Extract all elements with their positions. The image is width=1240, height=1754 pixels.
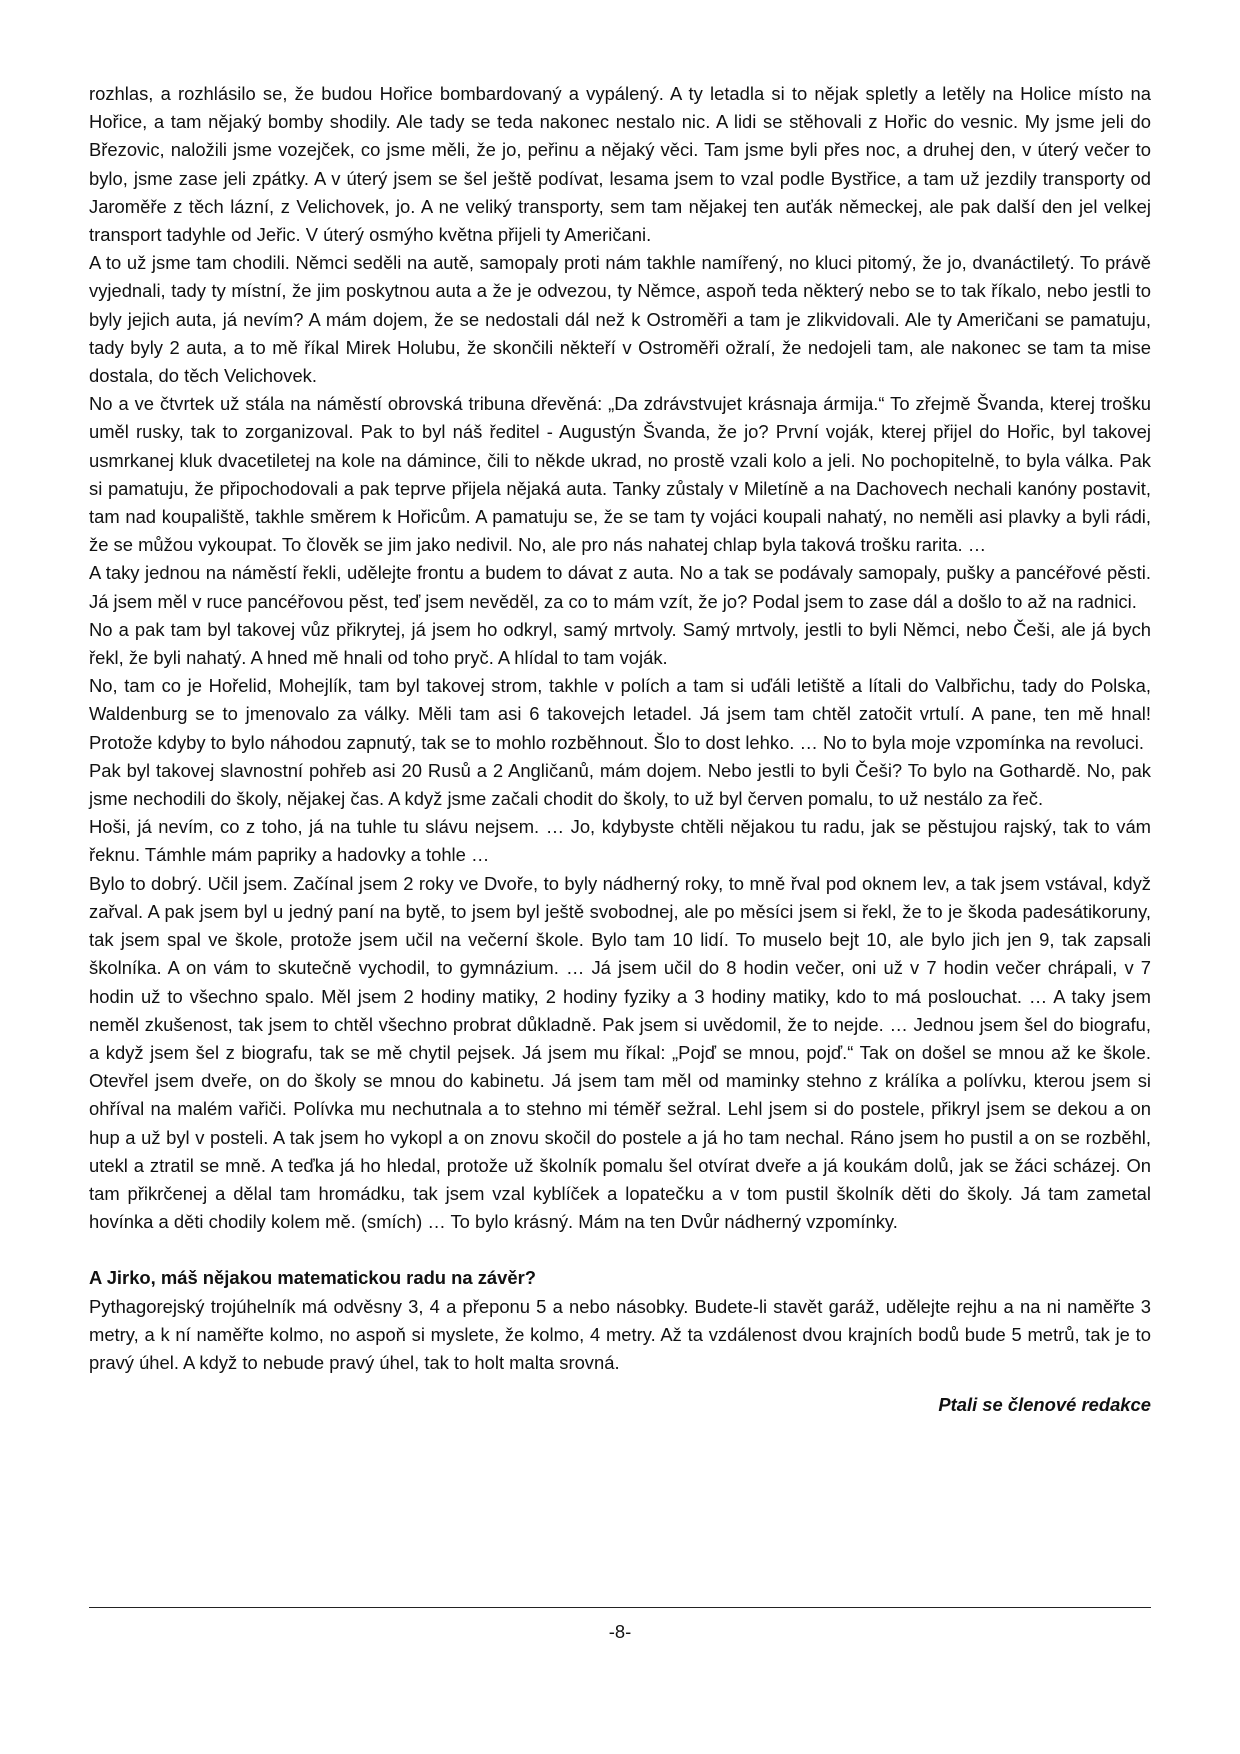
paragraph: Bylo to dobrý. Učil jsem. Začínal jsem 2 roky ve Dvoře, to byly nádherný roky, to mně řval pod oknem lev, a tak jsem vstával, když zařval. A pak jsem byl u jedný paní na bytě, to jsem byl ještě svobodnej, ale po měsíci jsem si řekl, že to je škoda padesátikoruny, tak jsem spal ve škole, protože jsem učil na večerní škole. Bylo tam 10 lidí. To muselo bejt 10, ale bylo jich jen 9, tak zapsali školníka. A on vám to skutečně vychodil, to gymnázium. … Já jsem učil do 8 hodin večer, oni už v 7 hodin večer chrápali, v 7 hodin už to všechno spalo. Měl jsem 2 hodiny matiky, 2 hodiny fyziky a 3 hodiny matiky, kdo to má poslouchat. … A taky jsem neměl zkušenost, tak jsem to chtěl všechno probrat důkladně. Pak jsem si uvědomil, že to nejde. … Jednou jsem šel do biografu, a když jsem šel z biografu, tak se mě chytil pejsek. Já jsem mu říkal: „Pojď se mnou, pojď.“ Tak on došel se mnou až ke škole. Otevřel jsem dveře, on do školy se mnou do kabinetu. Já jsem tam měl od maminky stehno z králíka a polívku, kterou jsem si ohříval na malém vařiči. Polívka mu nechutnala a to stehno mi téměř sežral. Lehl jsem si do postele, přikryl jsem se dekou a on hup a už byl v posteli. A tak jsem ho vykopl a on znovu skočil do postele a já ho tam nechal. Ráno jsem ho pustil a on se rozběhl, utekl a ztratil se mně. A teďka já ho hledal, protože už školník pomalu šel otvírat dveře a já koukám dolů, jak se žáci scházej. On tam přikrčenej a dělal tam hromádku, tak jsem vzal kyblíček a lopatečku a v tom pustil školník děti do školy. Já tam zametal hovínka a děti chodily kolem mě. (smích) … To bylo krásný. Mám na ten Dvůr nádherný vzpomínky. [89, 872, 1151, 1233]
paragraph: Pak byl takovej slavnostní pohřeb asi 20 Rusů a 2 Angličanů, mám dojem. Nebo jestli to byli Češi? To bylo na Gothardě. No, pak jsme nechodili do školy, nějakej čas. A když jsme začali chodit do školy, to už byl červen pomalu, to už nestálo za řeč. [89, 759, 1151, 810]
paragraph: Hoši, já nevím, co z toho, já na tuhle tu slávu nejsem. … Jo, kdybyste chtěli nějakou tu radu, jak se pěstujou rajský, tak to vám řeknu. Támhle mám papriky a hadovky a tohle … [89, 816, 1151, 866]
paragraph: No a pak tam byl takovej vůz přikrytej, já jsem ho odkryl, samý mrtvoly. Samý mrtvoly, jestli to byli Němci, nebo Češi, ale já bych řekl, že byli nahatý. A hned mě hnali od toho pryč. A hlídal to tam voják. [89, 618, 1151, 669]
footer-divider [89, 1607, 1151, 1608]
paragraph: rozhlas, a rozhlásilo se, že budou Hořice bombardovaný a vypálený. A ty letadla si to nějak spletly a letěly na Holice místo na Hořice, a tam nějaký bomby shodily. Ale tady se teda nakonec nestalo nic. A lidi se stěhovali z Hořic do vesnic. My jsme jeli do Březovic, naložili jsme vozejček, co jsme měli, že jo, peřinu a nějaký věci. Tam jsme byli přes noc, a druhej den, v úterý večer to bylo, jsme zase jeli zpátky. A v úterý jsem se šel ještě podívat, lesama jsem to vzal podle Bystřice, a tam už jezdily transporty od Jaroměře z těch lázní, z Velichovek, jo. A ne veliký transporty, sem tam nějakej ten auťák německej, ale pak další den jel velkej transport tadyhle od Jeřic. V úterý osmýho května přijeli ty Američani. [89, 83, 1151, 246]
interview-answer: Pythagorejský trojúhelník má odvěsny 3, 4 a přeponu 5 a nebo násobky. Budete-li stavět garáž, udělejte rejhu a na ni naměřte 3 metry, a k ní naměřte kolmo, no aspoň si myslete, že kolmo, 4 metry. Až ta vzdálenost dvou krajních bodů bude 5 metrů, tak je to pravý úhel. A když to nebude pravý úhel, tak to holt malta srovná. [89, 1295, 1151, 1373]
paragraph: No a ve čtvrtek už stála na náměstí obrovská tribuna dřevěná: „Da zdrávstvujet krásnaja ármija.“ To zřejmě Švanda, kterej trošku uměl rusky, tak to zorganizoval. Pak to byl náš ředitel - Augustýn Švanda, že jo? První voják, kterej přijel do Hořic, byl takovej usmrkanej kluk dvacetiletej na kole na dámince, čili to někde ukrad, no prostě vzali kolo a jeli. No pochopitelně, to byla válka. Pak si pamatuju, že připochodovali a pak teprve přijela nějaká auta. Tanky zůstaly v Miletíně a na Dachovech nechali kanóny postavit, tam nad koupaliště, takhle směrem k Hořicům. A pamatuju se, že se tam ty vojáci koupali nahatý, no neměli asi plavky a byli rádi, že se můžou vykoupat. To člověk se jim jako nedivil. No, ale pro nás nahatej chlap byla taková trošku rarita. … [89, 393, 1151, 556]
paragraph: A taky jednou na náměstí řekli, udělejte frontu a budem to dávat z auta. No a tak se podávaly samopaly, pušky a pancéřové pěsti. Já jsem měl v ruce pancéřovou pěst, teď jsem nevěděl, za co to mám vzít, že jo? Podal jsem to zase dál a došlo to až na radnici. [89, 562, 1151, 612]
signature: Ptali se členové redakce [938, 1394, 1151, 1416]
page-number: -8- [608, 1621, 632, 1642]
paragraph: No, tam co je Hořelid, Mohejlík, tam byl takovej strom, takhle v polích a tam si uďáli letiště a lítali do Valbřichu, tady do Polska, Waldenburg se to jmenovalo za války. Měli tam asi 6 takovejch letadel. Já jsem tam chtěl zatočit vrtulí. A pane, ten mě hnal! Protože kdyby to bylo náhodou zapnutý, tak se to mohlo rozběhnout. Šlo to dost lehko. … No to byla moje vzpomínka na revoluci. [89, 675, 1151, 753]
article-body [89, 80, 1151, 1419]
paragraph: A to už jsme tam chodili. Němci seděli na autě, samopaly proti nám takhle namířený, no kluci pitomý, že jo, dvanáctiletý. To právě vyjednali, tady ty místní, že jim poskytnou auta a že je odvezou, ty Němce, aspoň teda některý nebo se to tak říkalo, nebo jestli to byly jejich auta, já nevím? A mám dojem, že se nedostali dál než k Ostroměři a tam je zlikvidovali. Ale ty Američani se pamatuju, tady byly 2 auta, a to mě říkal Mirek Holubu, že skončili někteří v Ostroměři ožralí, že nedojeli tam, ale nakonec se tam ta mise dostala, do těch Velichovek. [89, 252, 1151, 387]
interview-question: A Jirko, máš nějakou matematickou radu na závěr? [89, 1267, 536, 1289]
spacer [89, 1236, 1151, 1264]
